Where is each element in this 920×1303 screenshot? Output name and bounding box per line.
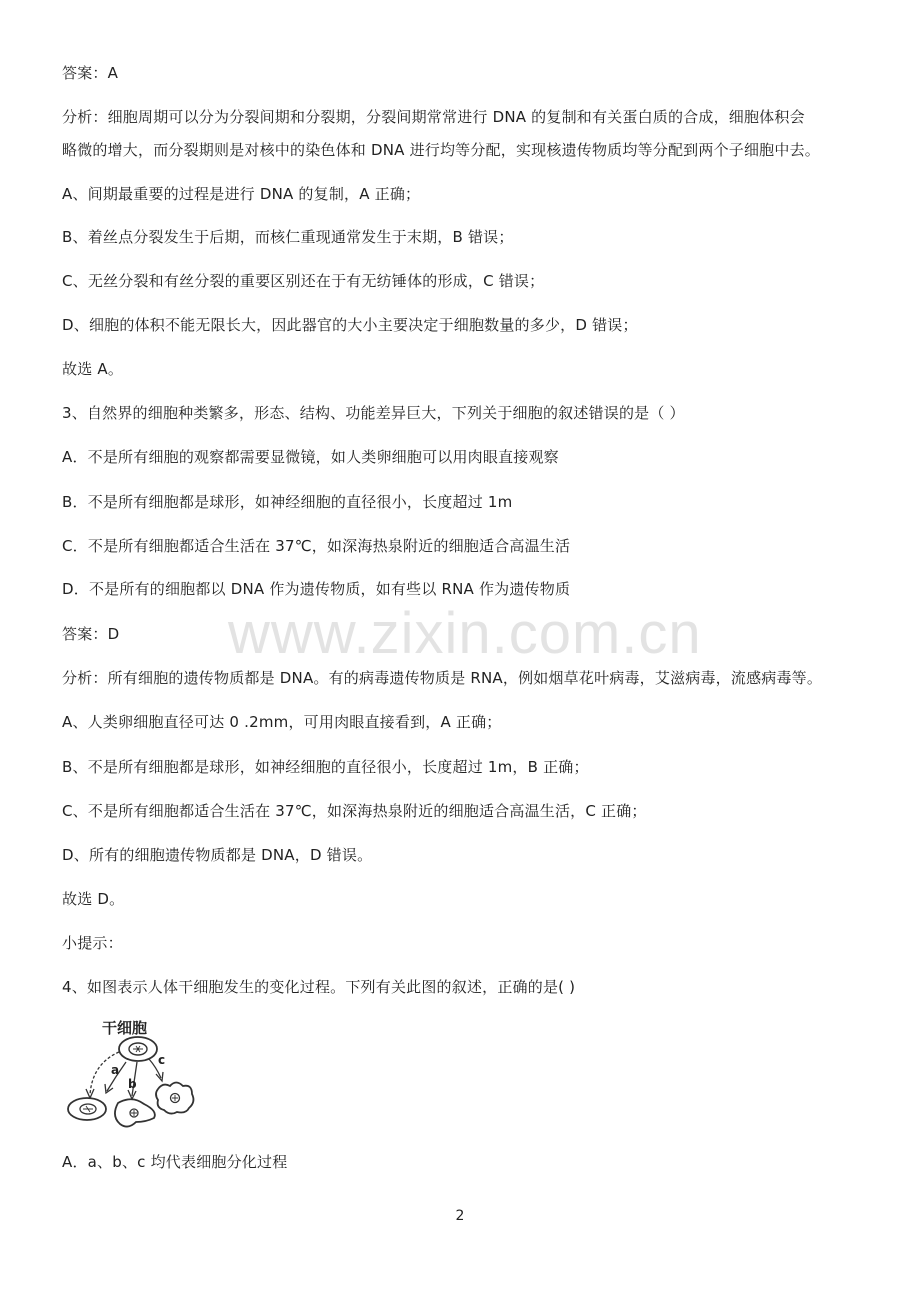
spiky-cell-icon — [156, 1083, 193, 1114]
question-4: 4、如图表示人体干细胞发生的变化过程。下列有关此图的叙述，正确的是( ) — [62, 978, 576, 996]
explanation-c: C、无丝分裂和有丝分裂的重要区别还在于有无纺锤体的形成，C 错误； — [62, 272, 545, 290]
label-c: c — [158, 1053, 166, 1067]
option-b: B．不是所有细胞都是球形，如神经细胞的直径很小，长度超过 1m — [62, 493, 513, 511]
round-cell-icon — [68, 1098, 106, 1120]
explanation-a: A、人类卵细胞直径可达 0 .2mm，可用肉眼直接看到，A 正确； — [62, 713, 502, 731]
answer-line: 答案：A — [62, 64, 119, 82]
watermark: www.zixin.com.cn — [228, 601, 702, 666]
analysis-line: 分析：所有细胞的遗传物质都是 DNA。有的病毒遗传物质是 RNA，例如烟草花叶病毒，艾滋病毒，流感病毒等。 — [62, 669, 823, 687]
option-a: A．a、b、c 均代表细胞分化过程 — [62, 1153, 288, 1171]
option-a: A．不是所有细胞的观察都需要显微镜，如人类卵细胞可以用肉眼直接观察 — [62, 448, 559, 466]
label-a: a — [111, 1063, 120, 1077]
stem-cell-diagram — [62, 1012, 212, 1140]
page-number: 2 — [455, 1208, 465, 1224]
analysis-line: 分析：细胞周期可以分为分裂间期和分裂期，分裂间期常常进行 DNA 的复制和有关蛋白质的合成，细胞体积会 — [62, 108, 805, 126]
option-c: C．不是所有细胞都适合生活在 37℃，如深海热泉附近的细胞适合高温生活 — [62, 537, 571, 555]
explanation-d: D、细胞的体积不能无限长大，因此器官的大小主要决定于细胞数量的多少，D 错误； — [62, 316, 638, 334]
arrow-a — [86, 1052, 126, 1098]
explanation-b: B、着丝点分裂发生于后期，而核仁重现通常发生于末期，B 错误； — [62, 228, 514, 246]
explanation-d: D、所有的细胞遗传物质都是 DNA，D 错误。 — [62, 846, 373, 864]
option-d: D．不是所有的细胞都以 DNA 作为遗传物质，如有些以 RNA 作为遗传物质 — [62, 580, 571, 598]
irregular-cell-icon — [115, 1099, 155, 1126]
figure-title: 干细胞 — [102, 1019, 148, 1037]
explanation-a: A、间期最重要的过程是进行 DNA 的复制，A 正确； — [62, 185, 421, 203]
choice-line: 故选 A。 — [62, 360, 124, 378]
analysis-line-cont: 略微的增大，而分裂期则是对核中的染色体和 DNA 进行均等分配，实现核遗传物质均等分配到两个子细胞中去。 — [62, 141, 820, 159]
label-b: b — [128, 1077, 137, 1091]
answer-line: 答案：D — [62, 625, 120, 643]
explanation-c: C、不是所有细胞都适合生活在 37℃，如深海热泉附近的细胞适合高温生活，C 正确； — [62, 802, 647, 820]
tip-heading: 小提示： — [62, 934, 123, 952]
stem-cell-icon — [119, 1037, 157, 1061]
explanation-b: B、不是所有细胞都是球形，如神经细胞的直径很小，长度超过 1m，B 正确； — [62, 758, 589, 776]
question-3: 3、自然界的细胞种类繁多，形态、结构、功能差异巨大，下列关于细胞的叙述错误的是（ ） — [62, 404, 685, 422]
choice-line: 故选 D。 — [62, 890, 125, 908]
